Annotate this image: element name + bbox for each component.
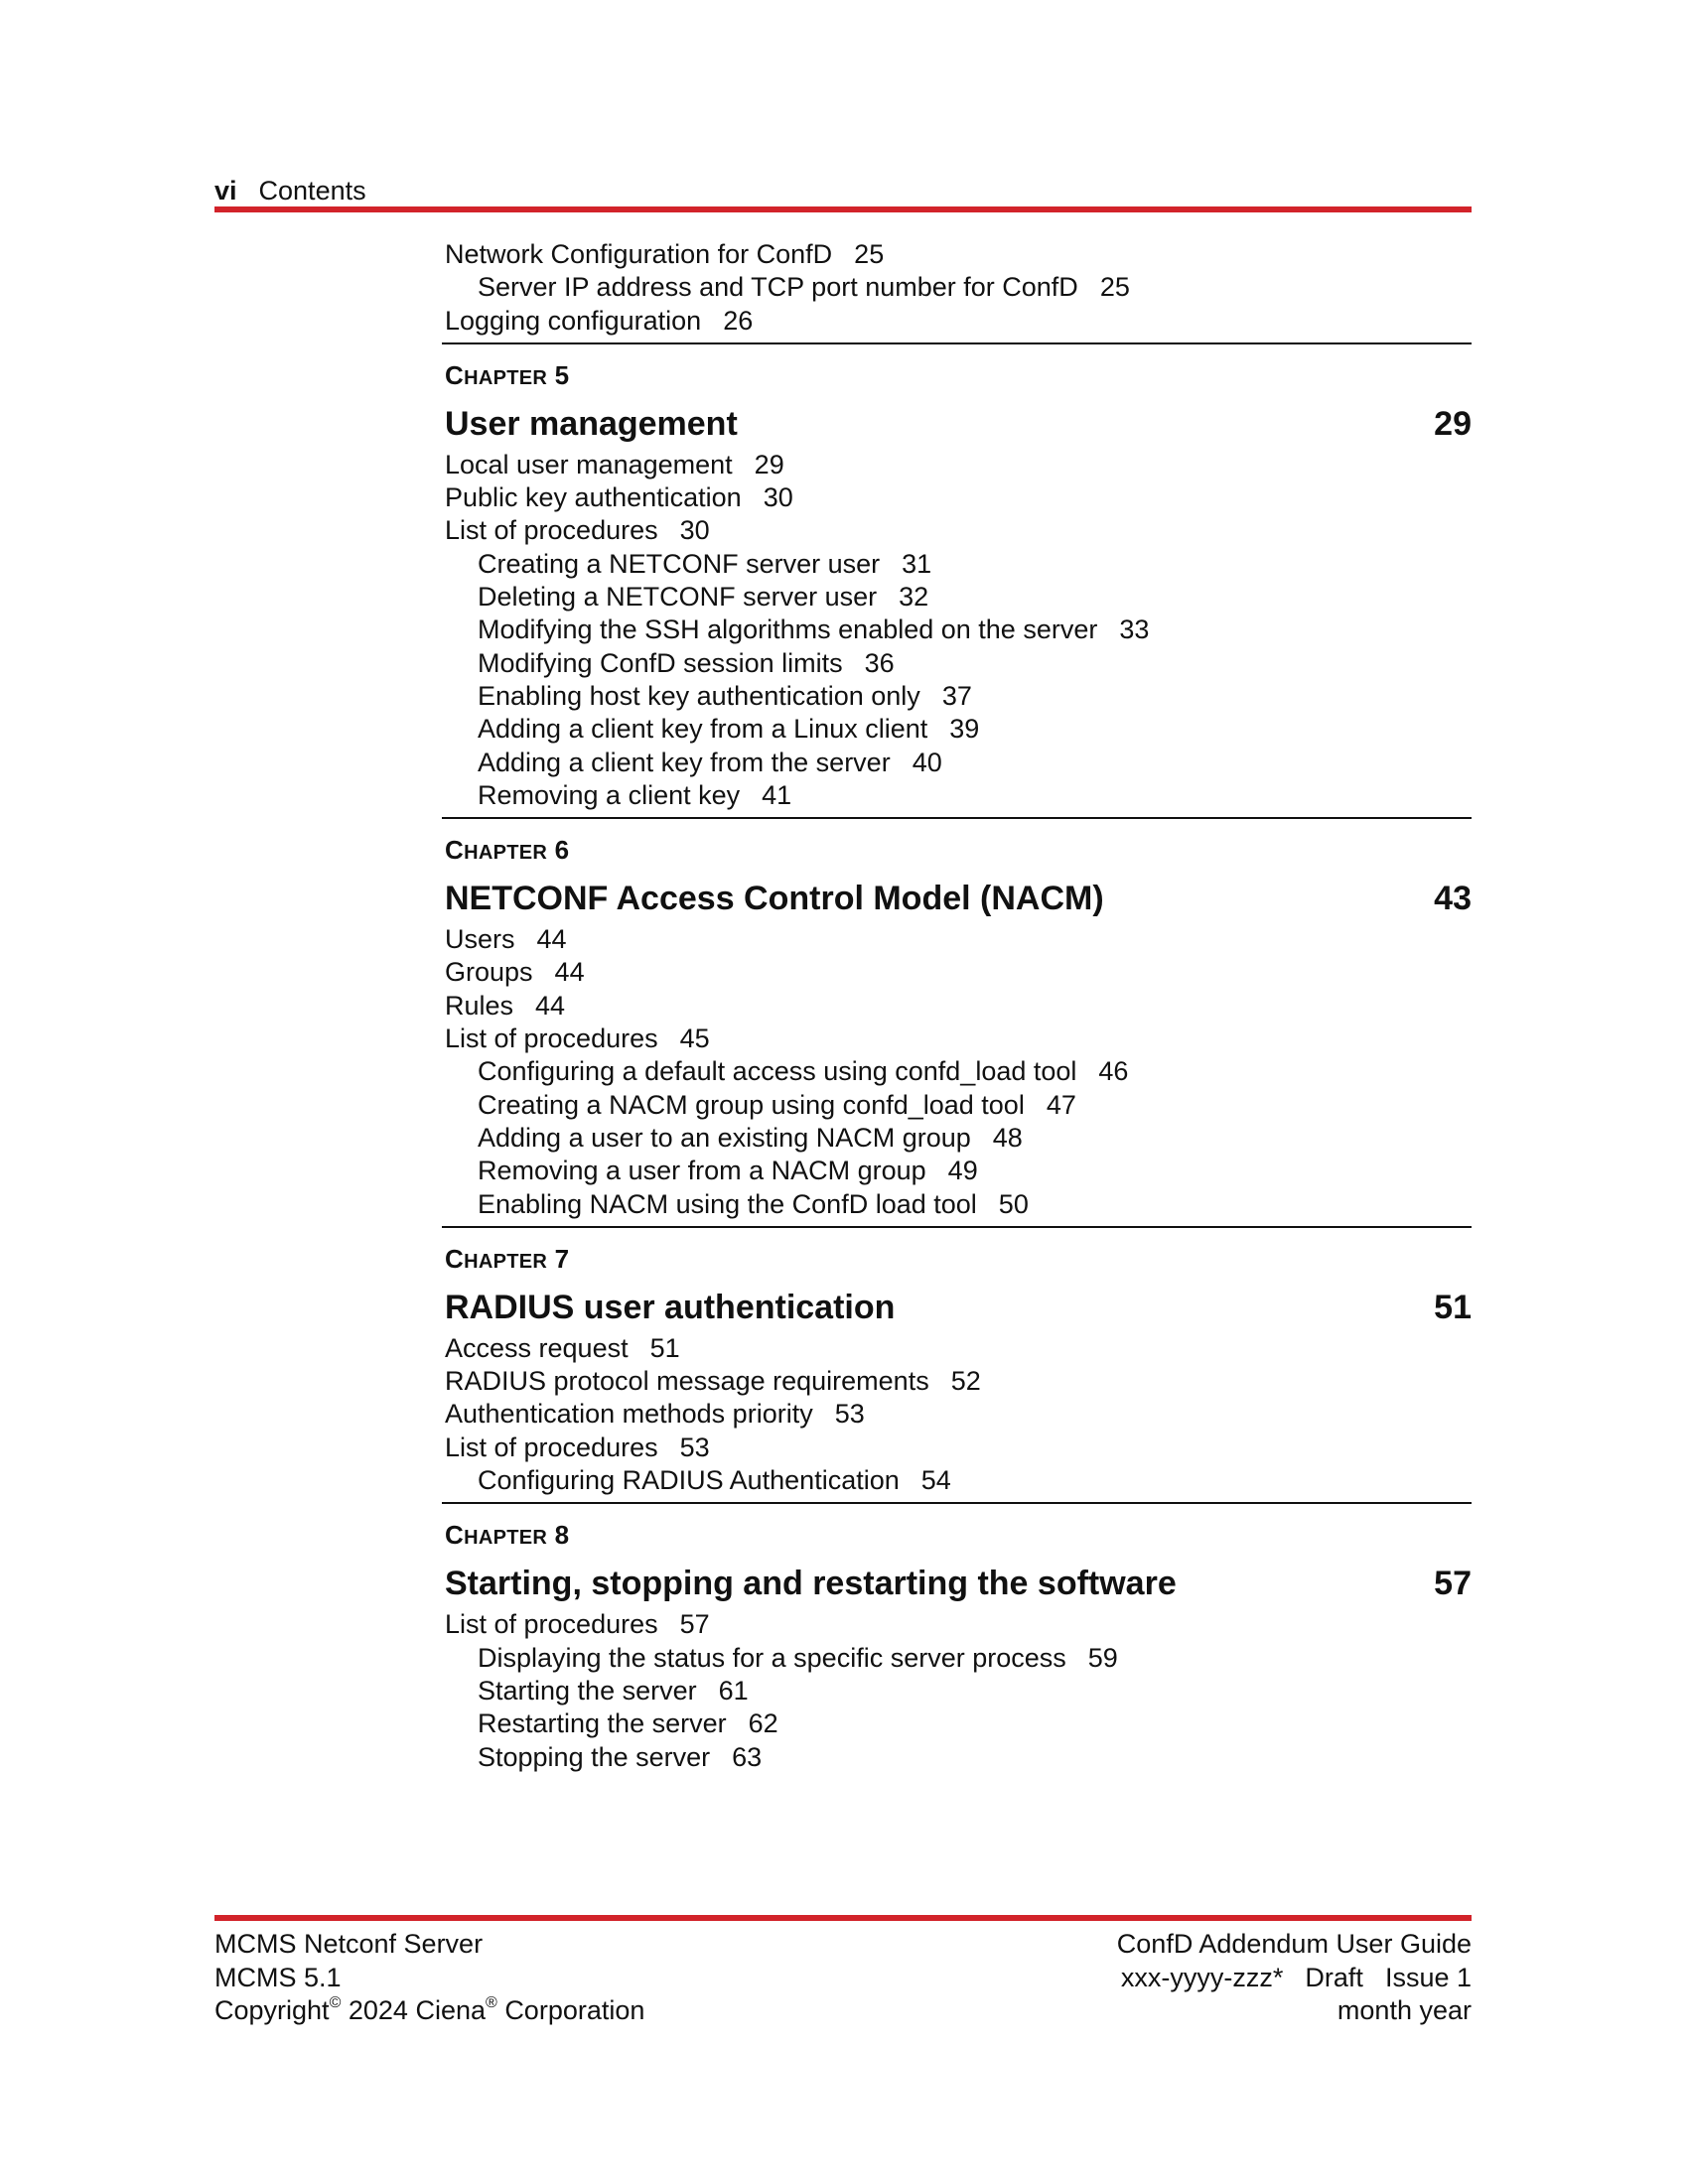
chapter-page: 51: [1434, 1288, 1472, 1326]
toc-subentry[interactable]: [445, 1122, 1472, 1155]
toc-entry-text: Access request: [445, 1332, 629, 1363]
toc-entry-text: Deleting a NETCONF server user: [478, 582, 878, 613]
toc-subentry[interactable]: [445, 548, 1472, 581]
toc-entry-page: 36: [864, 647, 895, 678]
chapter-label: CHAPTER 8: [445, 1520, 570, 1551]
chapter-page: 29: [1434, 404, 1472, 443]
toc-entry[interactable]: [445, 305, 1472, 338]
toc-entry-text: Starting the server: [478, 1675, 697, 1706]
toc-entry-page: 33: [1119, 614, 1150, 645]
toc-subentry[interactable]: [445, 1055, 1472, 1088]
toc-entry-text: List of procedures: [445, 1432, 658, 1462]
running-header: [214, 173, 366, 208]
chapter-title[interactable]: [445, 1563, 1472, 1604]
toc-subentry[interactable]: [445, 1741, 1472, 1774]
toc-subentry[interactable]: [445, 1675, 1472, 1707]
toc-entry-text: Modifying the SSH algorithms enabled on the server: [478, 614, 1098, 645]
chapter-page: 57: [1434, 1565, 1472, 1603]
toc-entry-page: 48: [992, 1122, 1023, 1153]
toc-subentry[interactable]: [445, 680, 1472, 713]
toc-entry-page: 44: [536, 924, 567, 955]
toc-entry-text: Public key authentication: [445, 482, 742, 513]
toc-entry-page: 31: [902, 548, 932, 579]
chapter-title[interactable]: [445, 878, 1472, 919]
toc-entry-text: Authentication methods priority: [445, 1399, 813, 1430]
footer-red-rule: [214, 1915, 1472, 1921]
toc-subentry[interactable]: [445, 614, 1472, 646]
toc-entry-page: 30: [679, 515, 710, 546]
footer-left: [214, 1928, 644, 2028]
chapter-section: [442, 1502, 1472, 1773]
toc-subentry[interactable]: [445, 647, 1472, 680]
toc-entry[interactable]: [445, 990, 1472, 1023]
toc-entry-page: 26: [723, 305, 754, 336]
toc-entry-text: Users: [445, 924, 515, 955]
toc-entry-page: 41: [762, 779, 792, 810]
toc-entry-page: 25: [1099, 272, 1130, 303]
chapter-label: CHAPTER 7: [445, 1243, 570, 1274]
toc-entry-page: 53: [679, 1432, 710, 1462]
toc-entry-text: Network Configuration for ConfD: [445, 239, 833, 269]
toc-subentry[interactable]: [445, 1188, 1472, 1221]
toc-entry-page: 57: [679, 1609, 710, 1640]
header-title: Contents: [258, 176, 366, 205]
toc-subentry[interactable]: [445, 713, 1472, 746]
chapter-title-text: NETCONF Access Control Model (NACM): [445, 880, 1104, 918]
toc-entry-page: 49: [947, 1156, 978, 1186]
toc-entry-text: RADIUS protocol message requirements: [445, 1366, 929, 1397]
footer-copyright: Copyright© 2024 Ciena® Corporation: [214, 1994, 645, 2025]
toc-entry-text: List of procedures: [445, 515, 658, 546]
chapter-title[interactable]: [445, 1287, 1472, 1328]
footer-date: month year: [1336, 1995, 1472, 2025]
chapter-page: 43: [1434, 880, 1472, 918]
footer-right: [1117, 1928, 1472, 2028]
toc-entry[interactable]: [445, 1365, 1472, 1398]
toc-entry-page: 59: [1087, 1642, 1118, 1673]
toc-entry-text: List of procedures: [445, 1024, 658, 1054]
toc-subentry[interactable]: [445, 747, 1472, 779]
footer-doc-info: xxx-yyyy-zzz* Draft Issue 1: [1120, 1962, 1472, 1992]
toc-entry[interactable]: [445, 449, 1472, 481]
toc-entry-page: 52: [950, 1366, 981, 1397]
header-red-rule: [214, 206, 1472, 212]
chapter-section: [442, 342, 1472, 812]
toc-entry-page: 37: [941, 680, 972, 711]
chapter-title-text: Starting, stopping and restarting the software: [445, 1565, 1177, 1603]
toc-entry-page: 53: [834, 1399, 865, 1430]
toc-entry-text: Adding a user to an existing NACM group: [478, 1122, 971, 1153]
toc-entry-page: 39: [949, 714, 980, 745]
toc-entry-page: 63: [732, 1741, 763, 1772]
toc-entry-text: Removing a user from a NACM group: [478, 1156, 926, 1186]
toc-entry-text: Creating a NACM group using confd_load tool: [478, 1089, 1025, 1120]
toc-entry-text: Adding a client key from the server: [478, 747, 891, 777]
toc-entry-text: List of procedures: [445, 1609, 658, 1640]
chapter-section: [442, 1226, 1472, 1497]
toc-subentry[interactable]: [445, 779, 1472, 812]
footer-product: MCMS Netconf Server: [214, 1929, 484, 1959]
toc-entry-page: 50: [998, 1188, 1029, 1219]
toc-subentry[interactable]: [445, 1089, 1472, 1122]
toc-entry[interactable]: [445, 1023, 1472, 1055]
toc-entry[interactable]: [445, 1608, 1472, 1641]
toc-entry-page: 29: [754, 449, 784, 479]
toc-entry-text: Enabling NACM using the ConfD load tool: [478, 1188, 977, 1219]
header-page-number: vi: [214, 176, 237, 205]
toc-entry-page: 62: [748, 1708, 778, 1739]
toc-entry-text: Server IP address and TCP port number for ConfD: [478, 272, 1078, 303]
toc-subentry[interactable]: [445, 581, 1472, 614]
toc-entry-page: 54: [920, 1465, 951, 1496]
toc-entry[interactable]: [445, 1432, 1472, 1464]
toc-entry-text: Removing a client key: [478, 779, 741, 810]
toc-entry-text: Logging configuration: [445, 305, 702, 336]
toc-entry[interactable]: [445, 481, 1472, 514]
toc-entry-text: Configuring RADIUS Authentication: [478, 1465, 900, 1496]
toc-entry-text: Restarting the server: [478, 1708, 727, 1739]
toc-subentry[interactable]: [445, 1155, 1472, 1187]
toc-entry-text: Rules: [445, 990, 514, 1021]
toc-entry-page: 61: [718, 1675, 749, 1706]
footer-guide-title: ConfD Addendum User Guide: [1116, 1929, 1472, 1959]
toc-entry-text: Configuring a default access using confd_load tool: [478, 1056, 1077, 1087]
toc-entry-page: 30: [763, 482, 793, 513]
toc-entry-text: Enabling host key authentication only: [478, 680, 920, 711]
toc-entry-text: Groups: [445, 957, 533, 988]
toc-entry-page: 32: [899, 582, 929, 613]
chapter-section: [442, 817, 1472, 1221]
chapter-label: CHAPTER 6: [445, 835, 570, 866]
toc-entry[interactable]: [445, 1398, 1472, 1431]
toc-entry-text: Stopping the server: [478, 1741, 711, 1772]
toc-entry[interactable]: [445, 238, 1472, 271]
chapter-title[interactable]: [445, 403, 1472, 445]
toc-entry-page: 45: [679, 1024, 710, 1054]
toc-entry-text: Displaying the status for a specific server process: [478, 1642, 1066, 1673]
chapter-title-text: RADIUS user authentication: [445, 1288, 896, 1326]
toc-entry-page: 47: [1046, 1089, 1076, 1120]
chapter-title-text: User management: [445, 404, 738, 443]
chapter-label: CHAPTER 5: [445, 359, 570, 390]
toc-entry-page: 46: [1098, 1056, 1129, 1087]
toc-entry-page: 44: [554, 957, 585, 988]
toc-subentry[interactable]: [445, 1464, 1472, 1497]
toc-subentry[interactable]: [445, 1707, 1472, 1740]
toc-entry[interactable]: [445, 1332, 1472, 1365]
toc-entry-page: 40: [912, 747, 942, 777]
toc-subentry[interactable]: [445, 1642, 1472, 1675]
toc-entry-page: 51: [649, 1332, 680, 1363]
toc-entry-page: 25: [854, 239, 885, 269]
toc-entry[interactable]: [445, 923, 1472, 956]
toc-entry[interactable]: [445, 956, 1472, 989]
toc-subentry[interactable]: [445, 271, 1472, 304]
toc-entry-text: Local user management: [445, 449, 733, 479]
toc-entry-text: Creating a NETCONF server user: [478, 548, 881, 579]
toc-entry-text: Modifying ConfD session limits: [478, 647, 843, 678]
toc-entry[interactable]: [445, 514, 1472, 547]
toc-entry-text: Adding a client key from a Linux client: [478, 714, 928, 745]
toc-entry-page: 44: [535, 990, 566, 1021]
table-of-contents: [445, 238, 1472, 1774]
footer-version: MCMS 5.1: [214, 1962, 342, 1992]
